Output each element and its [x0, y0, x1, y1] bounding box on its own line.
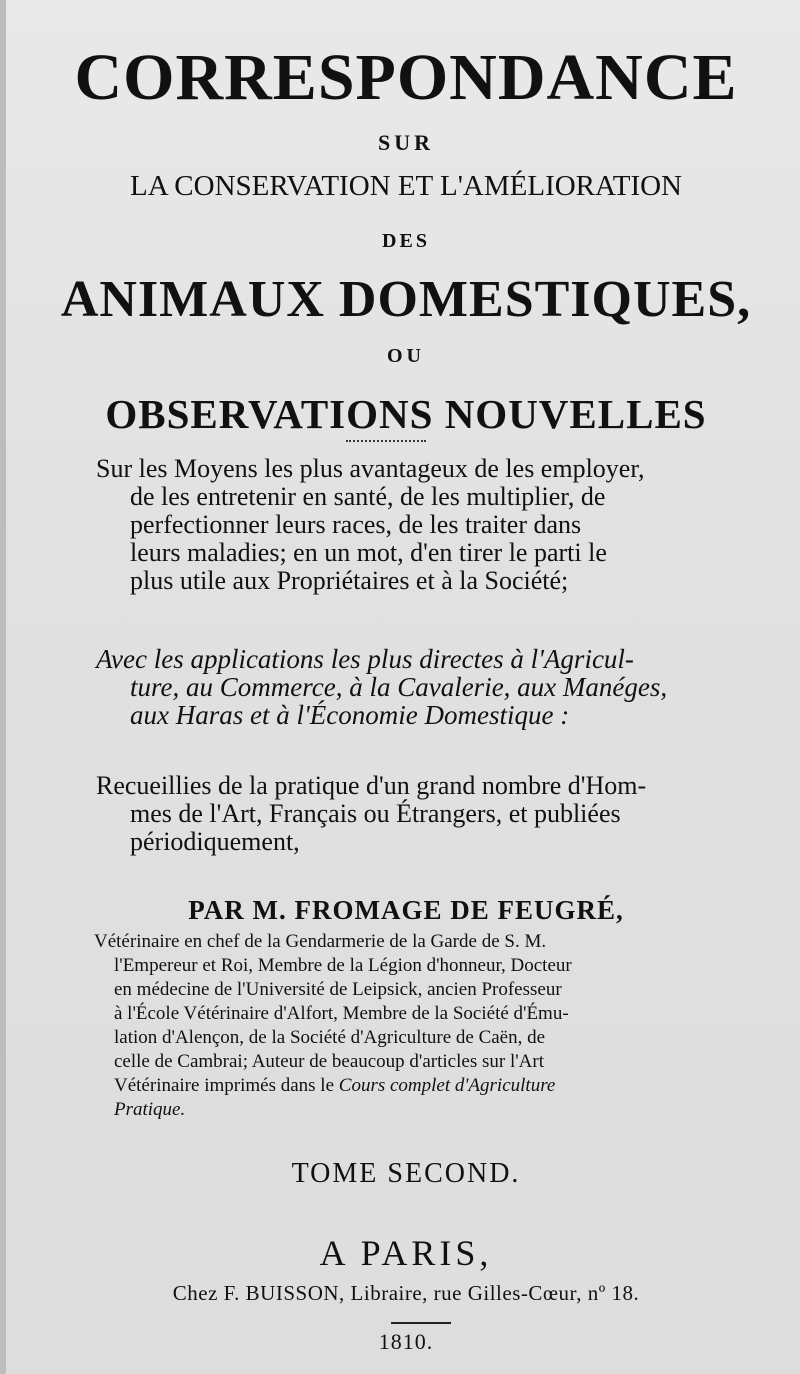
book-alt-title: OBSERVATIONS NOUVELLES — [105, 391, 707, 437]
text-line: leurs maladies; en un mot, d'en tirer le parti le — [130, 538, 607, 567]
imprint-rule — [391, 1322, 451, 1324]
book-title: CORRESPONDANCE — [74, 41, 738, 114]
text-line: Sur les Moyens les plus avantageux de les employer, — [96, 454, 645, 483]
imprint-year: 1810. — [378, 1329, 434, 1354]
text-line: Recueillies de la pratique d'un grand nombre d'Hom- — [96, 771, 647, 800]
text-line — [94, 1074, 786, 1098]
volume-label: TOME SECOND. — [291, 1158, 521, 1189]
connector-sur: SUR — [377, 130, 434, 155]
text-line: périodiquement, — [130, 827, 300, 856]
text-line: aux Haras et à l'Économie Domestique : — [130, 700, 570, 730]
imprint-publisher: Chez F. BUISSON, Libraire, rue Gilles-Cœur, nº 18. — [172, 1281, 640, 1305]
ornamental-rule — [346, 440, 426, 442]
author-line: PAR M. FROMAGE DE FEUGRÉ, — [188, 895, 624, 925]
description-paragraph-1 — [96, 455, 786, 595]
book-main-subject: ANIMAUX DOMESTIQUES, — [60, 271, 752, 328]
text-line: plus utile aux Propriétaires et à la Société; — [130, 566, 569, 595]
book-subtitle: LA CONSERVATION ET L'AMÉLIORATION — [129, 170, 683, 202]
text-line: ture, au Commerce, à la Cavalerie, aux Manéges, — [130, 672, 668, 702]
book-reference: Cours complet d'Agriculture — [338, 1075, 556, 1096]
connector-ou: OU — [387, 345, 425, 367]
text-line: à l'École Vétérinaire d'Alfort, Membre de la Société d'Ému- — [114, 1003, 569, 1024]
text-line: Avec les applications les plus directes à l'Agricul- — [96, 644, 634, 674]
connector-des: DES — [382, 230, 430, 252]
text-line: celle de Cambrai; Auteur de beaucoup d'articles sur l'Art — [114, 1051, 544, 1072]
imprint-city: A PARIS, — [319, 1233, 493, 1273]
description-paragraph-2 — [96, 645, 786, 729]
text-line: l'Empereur et Roi, Membre de la Légion d'honneur, Docteur — [114, 955, 572, 976]
text-line: lation d'Alençon, de la Société d'Agriculture de Caën, de — [114, 1027, 546, 1048]
text-segment: Vétérinaire imprimés dans le — [114, 1075, 339, 1096]
book-reference: Pratique. — [114, 1099, 186, 1120]
text-line: mes de l'Art, Français ou Étrangers, et publiées — [130, 799, 621, 828]
text-line — [94, 1098, 786, 1122]
text-line: Vétérinaire en chef de la Gendarmerie de la Garde de S. M. — [94, 931, 547, 952]
text-line: en médecine de l'Université de Leipsick, ancien Professeur — [114, 979, 562, 1000]
description-paragraph-3 — [96, 772, 786, 856]
text-line: de les entretenir en santé, de les multiplier, de — [130, 482, 606, 511]
author-qualifications — [94, 930, 786, 1122]
text-line: perfectionner leurs races, de les traiter dans — [130, 510, 582, 539]
